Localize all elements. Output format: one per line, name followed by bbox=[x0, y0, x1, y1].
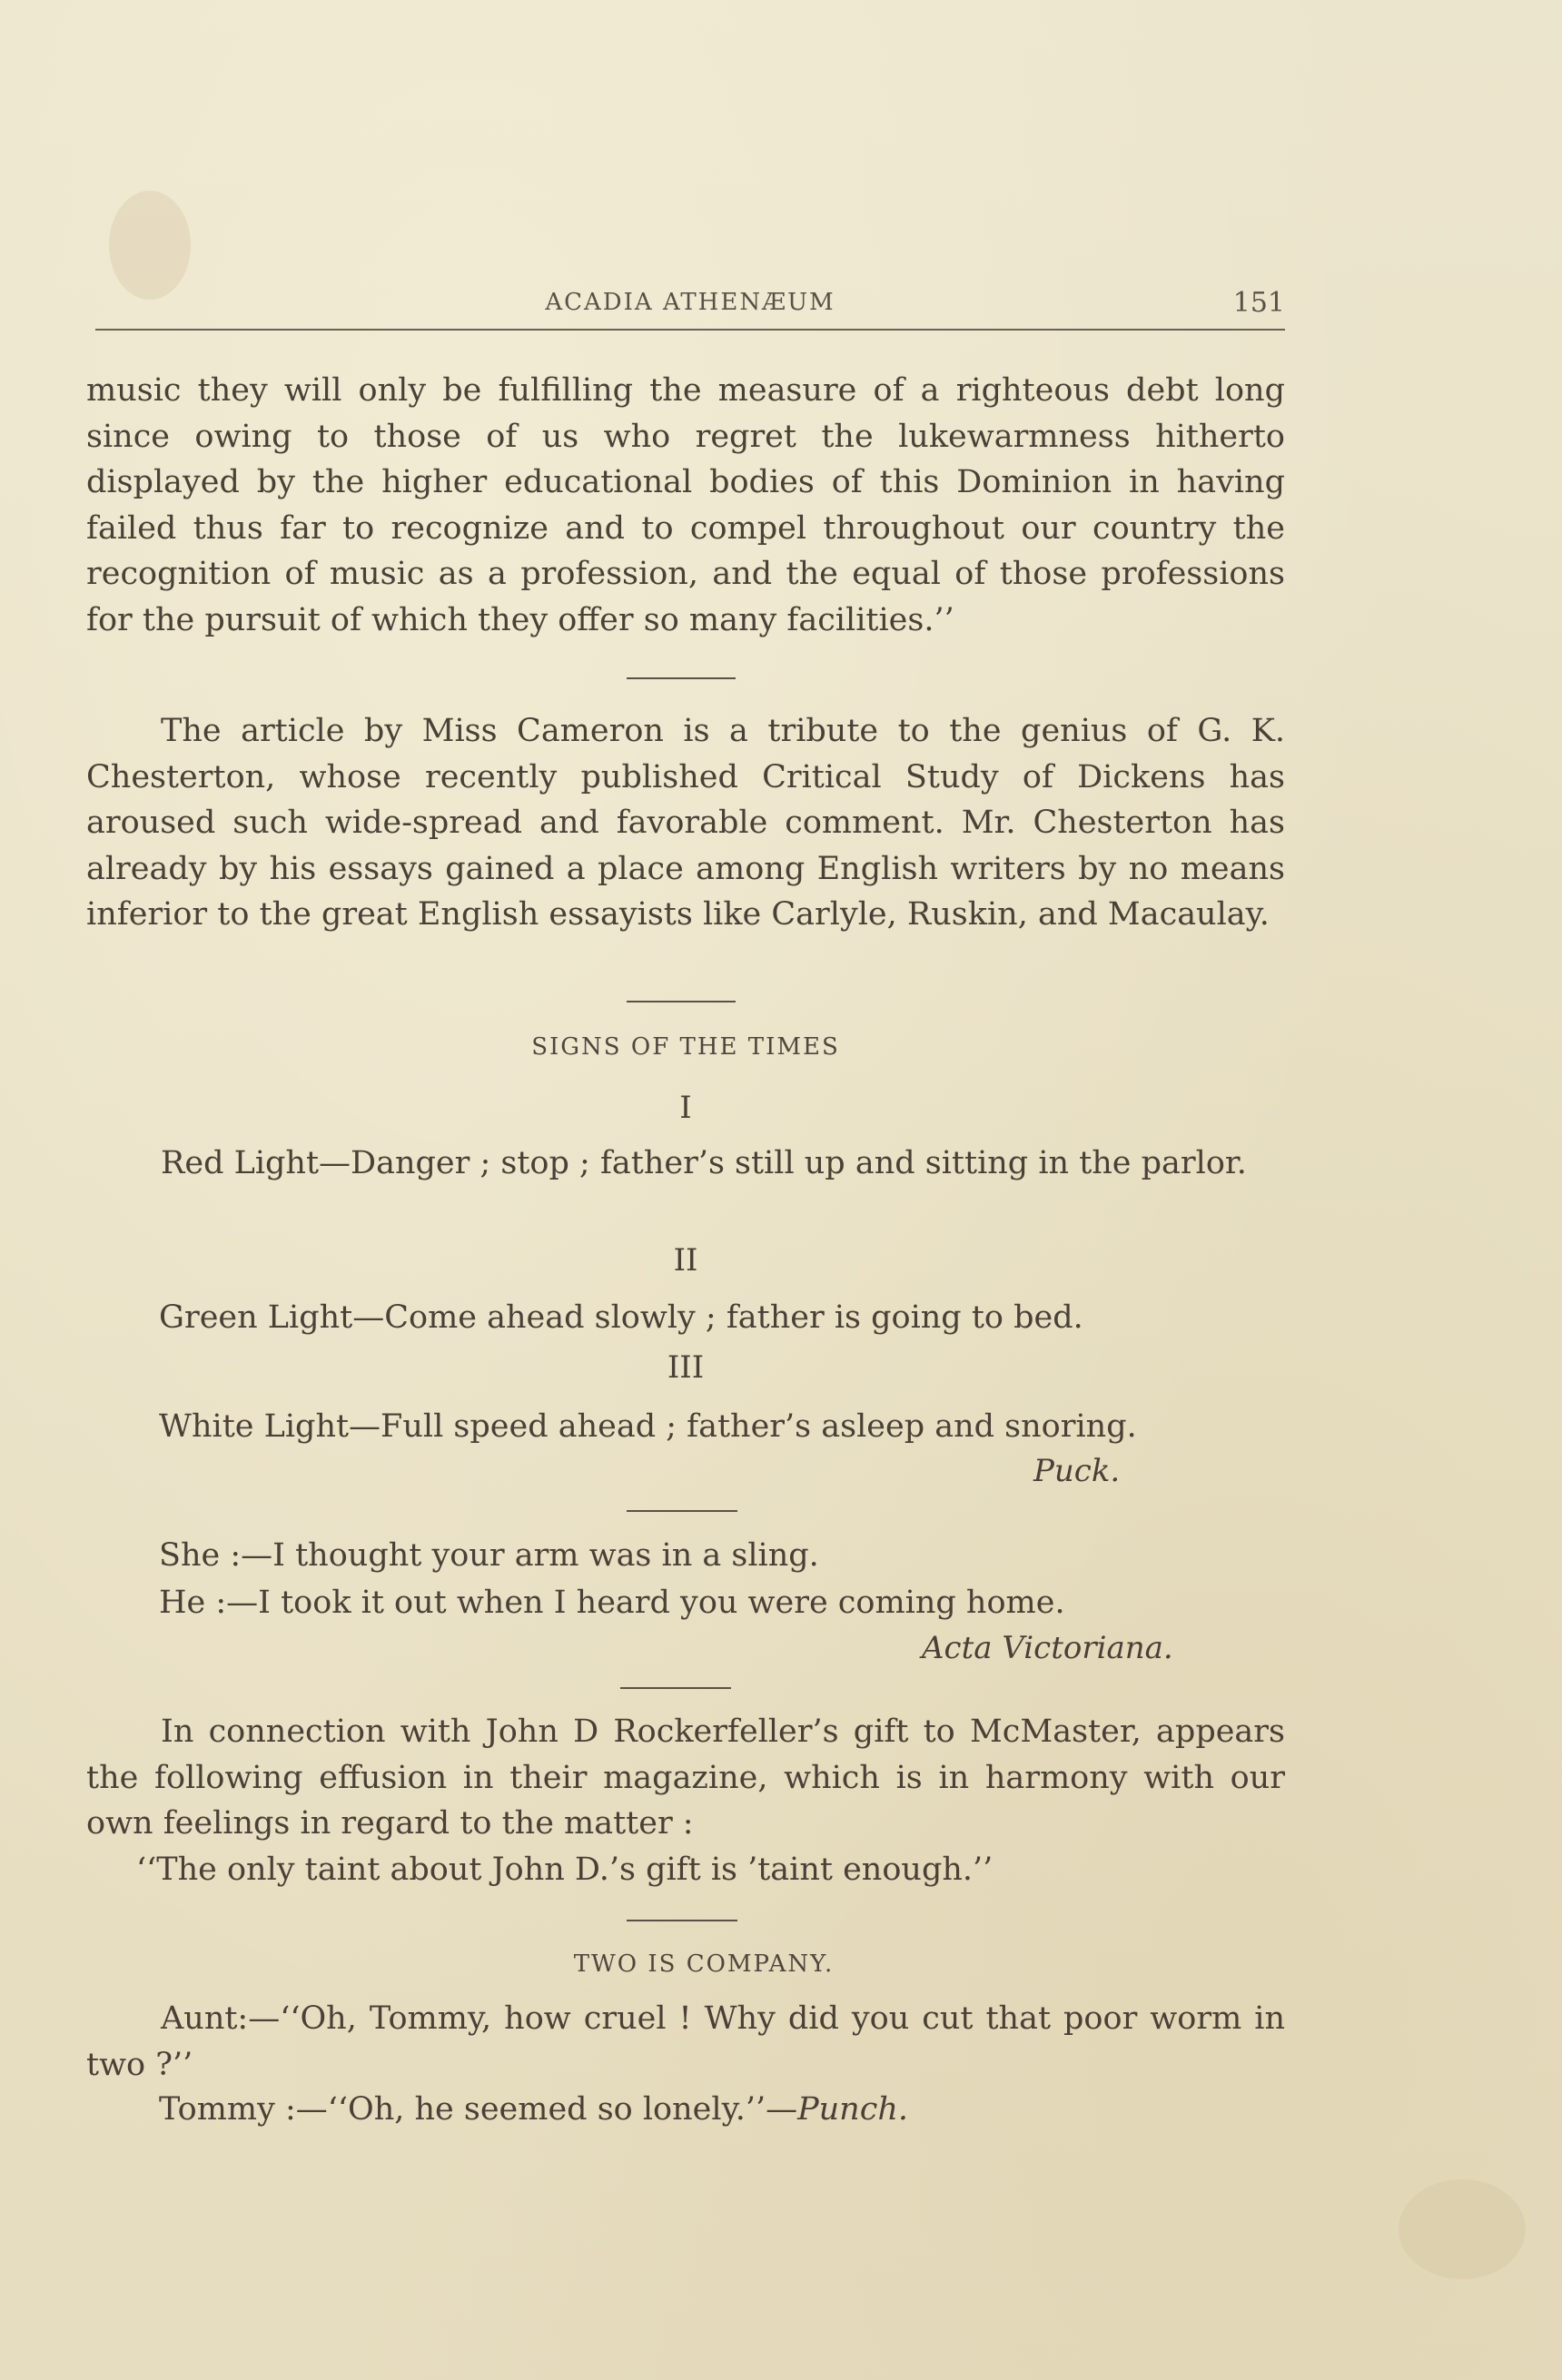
section-divider bbox=[627, 1510, 737, 1512]
paragraph-chesterton: The article by Miss Cameron is a tribute to the genius of G. K. Chesterton, whose recently published Critical Study of Dickens has aroused such wide-spread and favorable comment. Mr. Chesterton has already by his essays gained a place among English writers by no means inferior to the great English essayists like Carlyle, Ruskin, and Macaulay. bbox=[86, 713, 1285, 933]
attribution-puck: Puck. bbox=[1033, 1453, 1121, 1489]
numeral-one: I bbox=[679, 1090, 692, 1126]
section-divider bbox=[620, 1687, 731, 1689]
paper-stain bbox=[1399, 2179, 1526, 2279]
page-number: 151 bbox=[1232, 287, 1285, 319]
numeral-two: II bbox=[673, 1242, 698, 1279]
attribution-punch: Punch. bbox=[797, 2091, 908, 2128]
sign-green-light: Green Light—Come ahead slowly ; father is going to bed. bbox=[159, 1299, 1083, 1336]
sign-red-light: Red Light—Danger ; stop ; father’s still up and sitting in the parlor. bbox=[161, 1145, 1247, 1181]
paragraph-music: music they will only be fulfilling the measure of a righteous debt long since owing to those of us who regret the lukewarmness hitherto displayed by the higher educational bodies of this Dominion in having failed thus far to recognize and to compel throughout our country the recognition of music as a profession, and the equal of those professions for the pursuit of which they offer so many facilities.’’ bbox=[86, 372, 1285, 638]
dialogue-aunt: Aunt:—‘‘Oh, Tommy, how cruel ! Why did you cut that poor worm in two ?’’ bbox=[86, 2000, 1285, 2083]
header-rule bbox=[95, 329, 1285, 331]
dialogue-he: He :—I took it out when I heard you were coming home. bbox=[159, 1585, 1065, 1621]
section-divider bbox=[627, 1920, 737, 1921]
running-head: ACADIA ATHENÆUM bbox=[545, 289, 835, 316]
page-header bbox=[95, 283, 1285, 329]
section-title-company: TWO IS COMPANY. bbox=[573, 1950, 835, 1978]
section-divider bbox=[627, 1001, 736, 1002]
dialogue-tommy-text: Tommy :—‘‘Oh, he seemed so lonely.’’— bbox=[159, 2091, 798, 2128]
dialogue-tommy bbox=[86, 2087, 1358, 2132]
attribution-acta-victoriana: Acta Victoriana. bbox=[922, 1630, 1173, 1666]
quote-taint: ‘‘The only taint about John D.’s gift is ’taint enough.’’ bbox=[136, 1852, 994, 1888]
paragraph-rockefeller: In connection with John D Rockerfeller’s gift to McMaster, appears the following effusion in their magazine, which is in harmony with our own feelings in regard to the matter : bbox=[86, 1713, 1285, 1842]
dialogue-she: She :—I thought your arm was in a sling. bbox=[159, 1537, 819, 1574]
section-divider bbox=[627, 677, 736, 679]
numeral-three: III bbox=[667, 1349, 705, 1386]
section-title-signs: SIGNS OF THE TIMES bbox=[531, 1033, 840, 1061]
sign-white-light: White Light—Full speed ahead ; father’s asleep and snoring. bbox=[159, 1408, 1137, 1445]
